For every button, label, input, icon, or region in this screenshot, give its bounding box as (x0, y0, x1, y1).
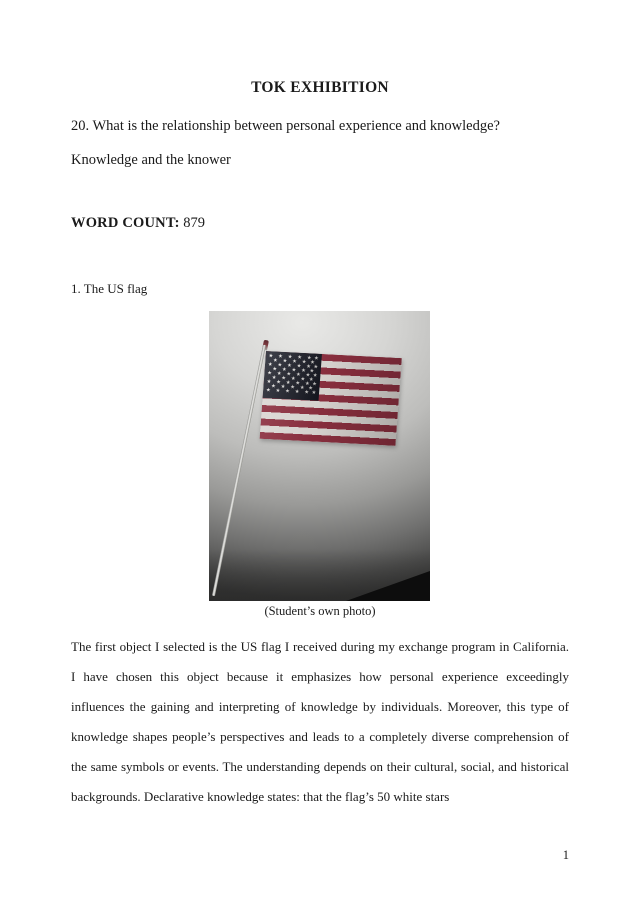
page-number: 1 (562, 848, 569, 862)
us-flag-photo (209, 311, 430, 601)
figure-caption: (Student’s own photo) (264, 604, 376, 618)
page-title: TOK EXHIBITION (251, 79, 389, 96)
us-flag-icon (260, 351, 402, 446)
figure-us-flag (209, 311, 430, 601)
flag-stripes-shading (260, 351, 402, 446)
object-heading: 1. The US flag (71, 281, 148, 296)
body-paragraph: The first object I selected is the US flag I received during my exchange program in California. I have chosen this object because it emphasizes how personal experience exceedingly influences the gaining and interpreting of knowledge by individuals. Moreover, this type of knowledge shapes people’s perspectives and leads to a completely diverse comprehension of the same symbols or events. The understanding depends on their cultural, social, and historical backgrounds. Declarative knowledge states: that the flag’s 50 white stars (71, 639, 569, 804)
prompt-question: 20. What is the relationship between personal experience and knowledge? (71, 118, 500, 134)
word-count (71, 215, 569, 232)
word-count-number: 879 (183, 215, 206, 231)
word-count-label: WORD COUNT: (71, 215, 180, 231)
theme-label: Knowledge and the knower (71, 152, 231, 168)
